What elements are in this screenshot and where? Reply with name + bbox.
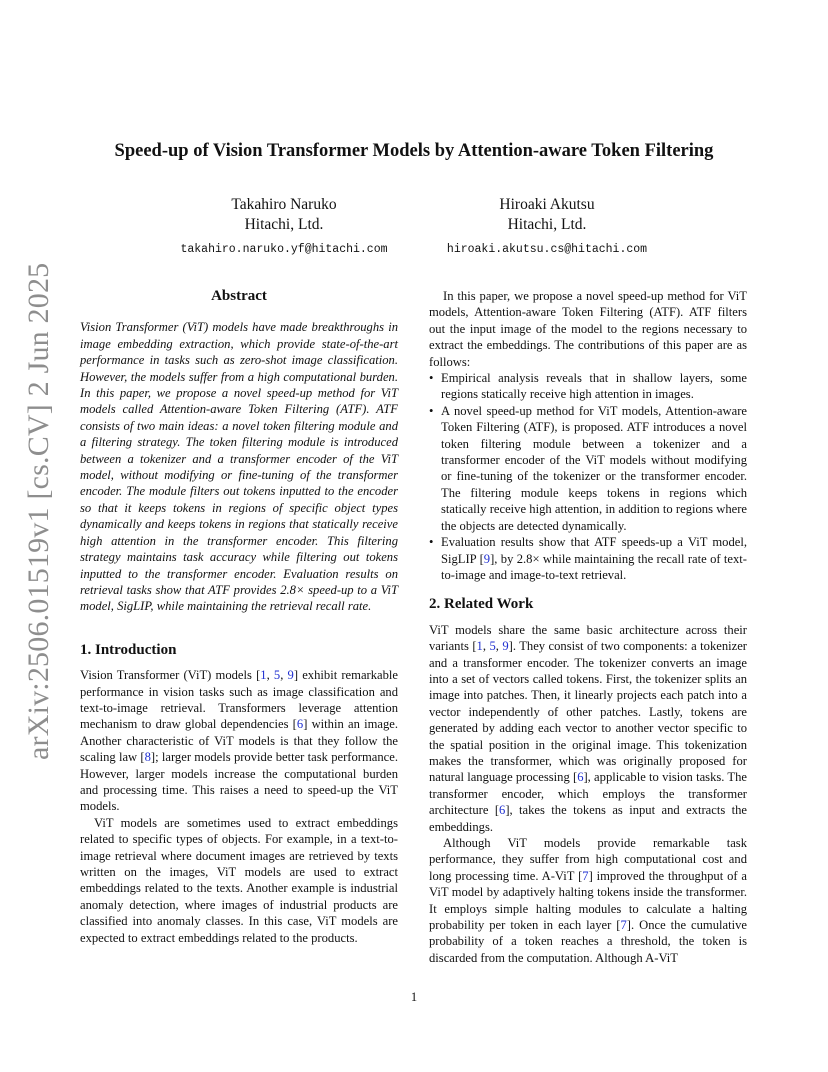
list-item: • Empirical analysis reveals that in shallow layers, some regions statically receive high attention in images. [429,370,747,403]
related-paragraph-1: ViT models share the same basic architecture across their variants [1, 5, 9]. They consist of two components: a tokenizer and a transformer encoder. The tokenizer converts an image into a set of vectors called tokens. First, the tokenizer splits an image into patches. Then, it linearly projects each patch into a vector independently of other patches. Lastly, tokens are generated by adding each vector to another vector specific to the spatial position in the original image. This tokenization makes the transformer, which was originally proposed for natural language processing [6], applicable to vision tasks. The transformer encoder, which employs the transformer architecture [6], takes the tokens as input and extracts the embeddings. [429,622,748,834]
citation-link[interactable]: 6 [296,717,304,732]
citation-link[interactable]: 7 [620,918,627,933]
contributions-list [429,370,747,583]
author-affiliation: Hitachi, Ltd. [244,216,324,233]
author-block-2 [397,195,697,260]
author-name: Hiroaki Akutsu [499,196,595,213]
paper-title: Speed-up of Vision Transformer Models by Attention-aware Token Filtering [114,141,714,161]
left-column [80,288,398,946]
related-work-heading: 2. Related Work [429,596,534,613]
intro-paragraph-2: ViT models are sometimes used to extract embeddings related to specific types of objects. For example, in a text-to-image retrieval where document images are retrieved by texts written on the images, ViT models are used to extract embeddings related to the texts. Another example is industrial anomaly detection, where images of industrial products are classified into anomaly classes. In this case, ViT models are expected to extract embeddings related to the products. [80,815,398,945]
citation-link[interactable]: 1 [476,639,483,654]
author-affiliation: Hitachi, Ltd. [507,216,587,233]
intro-paragraph-3: In this paper, we propose a novel speed-up method for ViT models, Attention-aware Token Filtering (ATF). ATF filters out the input image of the model to the regions necessary to extract the embeddings. The contributions of this paper are as follows: [429,289,747,369]
arxiv-watermark-text: arXiv:2506.01519v1 [cs.CV] 2 Jun 2025 [22,262,55,760]
arxiv-watermark [22,262,55,760]
author-email[interactable]: hiroaki.akutsu.cs@hitachi.com [446,243,648,256]
citation-link[interactable]: 9 [483,551,491,566]
citation-link[interactable]: 1 [260,668,267,683]
citation-link[interactable]: 6 [499,803,506,818]
abstract-heading: Abstract [211,288,267,304]
citation-link[interactable]: 5 [489,639,496,654]
citation-link[interactable]: 5 [273,668,281,683]
author-block-1 [134,195,434,260]
list-item: • Evaluation results show that ATF speeds-up a ViT model, SigLIP [9], by 2.8× while maintaining the recall rate of text-to-image and image-to-text retrieval. [429,534,747,583]
citation-link[interactable]: 9 [287,668,294,683]
citation-link[interactable]: 6 [577,770,584,785]
page-number: 1 [410,990,418,1004]
list-item: • A novel speed-up method for ViT models, Attention-aware Token Filtering (ATF), is proposed. ATF introduces a novel token filtering module between a tokenizer and a transformer encoder of the ViT models without modifying or fine-tuning of the tokenizer or the transformer encoder. The filtering module keeps tokens in regions which statically receive high attention, in addition to regions where the objects are detected dynamically. [429,403,747,534]
author-name: Takahiro Naruko [231,196,337,213]
intro-paragraph-1: Vision Transformer (ViT) models [1, 5, 9] exhibit remarkable performance in vision tasks such as image classification and text-to-image retrieval. Transformers leverage attention mechanism to draw global dependencies [6] within an image. Another characteristic of ViT models is that they follow the scaling law [8]; larger models provide better task performance. However, larger models increase the computational burden and processing time. This raises a need to speed-up the ViT models. [80,668,399,814]
introduction-heading: 1. Introduction [80,641,177,658]
author-email[interactable]: takahiro.naruko.yf@hitachi.com [180,243,388,256]
citation-link[interactable]: 7 [582,868,589,883]
right-column [429,288,747,966]
citation-link[interactable]: 9 [502,639,509,654]
abstract-text: Vision Transformer (ViT) models have made breakthroughs in image embedding extraction, which provide state-of-the-art performance in tasks such as zero-shot image classification. However, the models suffer from a high computational burden. In this paper, we propose a novel speed-up method for ViT models called Attention-aware Token Filtering (ATF). ATF consists of two main ideas: a novel token filtering module and a filtering strategy. The token filtering module is introduced between a tokenizer and a transformer encoder of the ViT model, without modifying or fine-tuning of the transformer encoder. The module filters out tokens inputted to the encoder so that it keeps tokens in regions of specific object types dynamically and keeps tokens in regions that statically receive high attention in the transformer encoder. This filtering strategy maintains task accuracy while filtering out tokens inputted to the transformer encoder. Evaluation results on retrieval tasks show that ATF provides 2.8× speed-up to a ViT model, SigLIP, while maintaining the retrieval recall rate. [80,320,398,614]
citation-link[interactable]: 8 [144,750,151,765]
related-paragraph-2: Although ViT models provide remarkable task performance, they suffer from high computational cost and long processing time. A-ViT [7] improved the throughput of a ViT model by adaptively halting tokens inside the transformer. It employs simple halting modules to calculate a halting probability per token in each layer [7]. Once the cumulative probability of a token reaches a threshold, the token is discarded from the computation. Although A-ViT [429,836,747,965]
